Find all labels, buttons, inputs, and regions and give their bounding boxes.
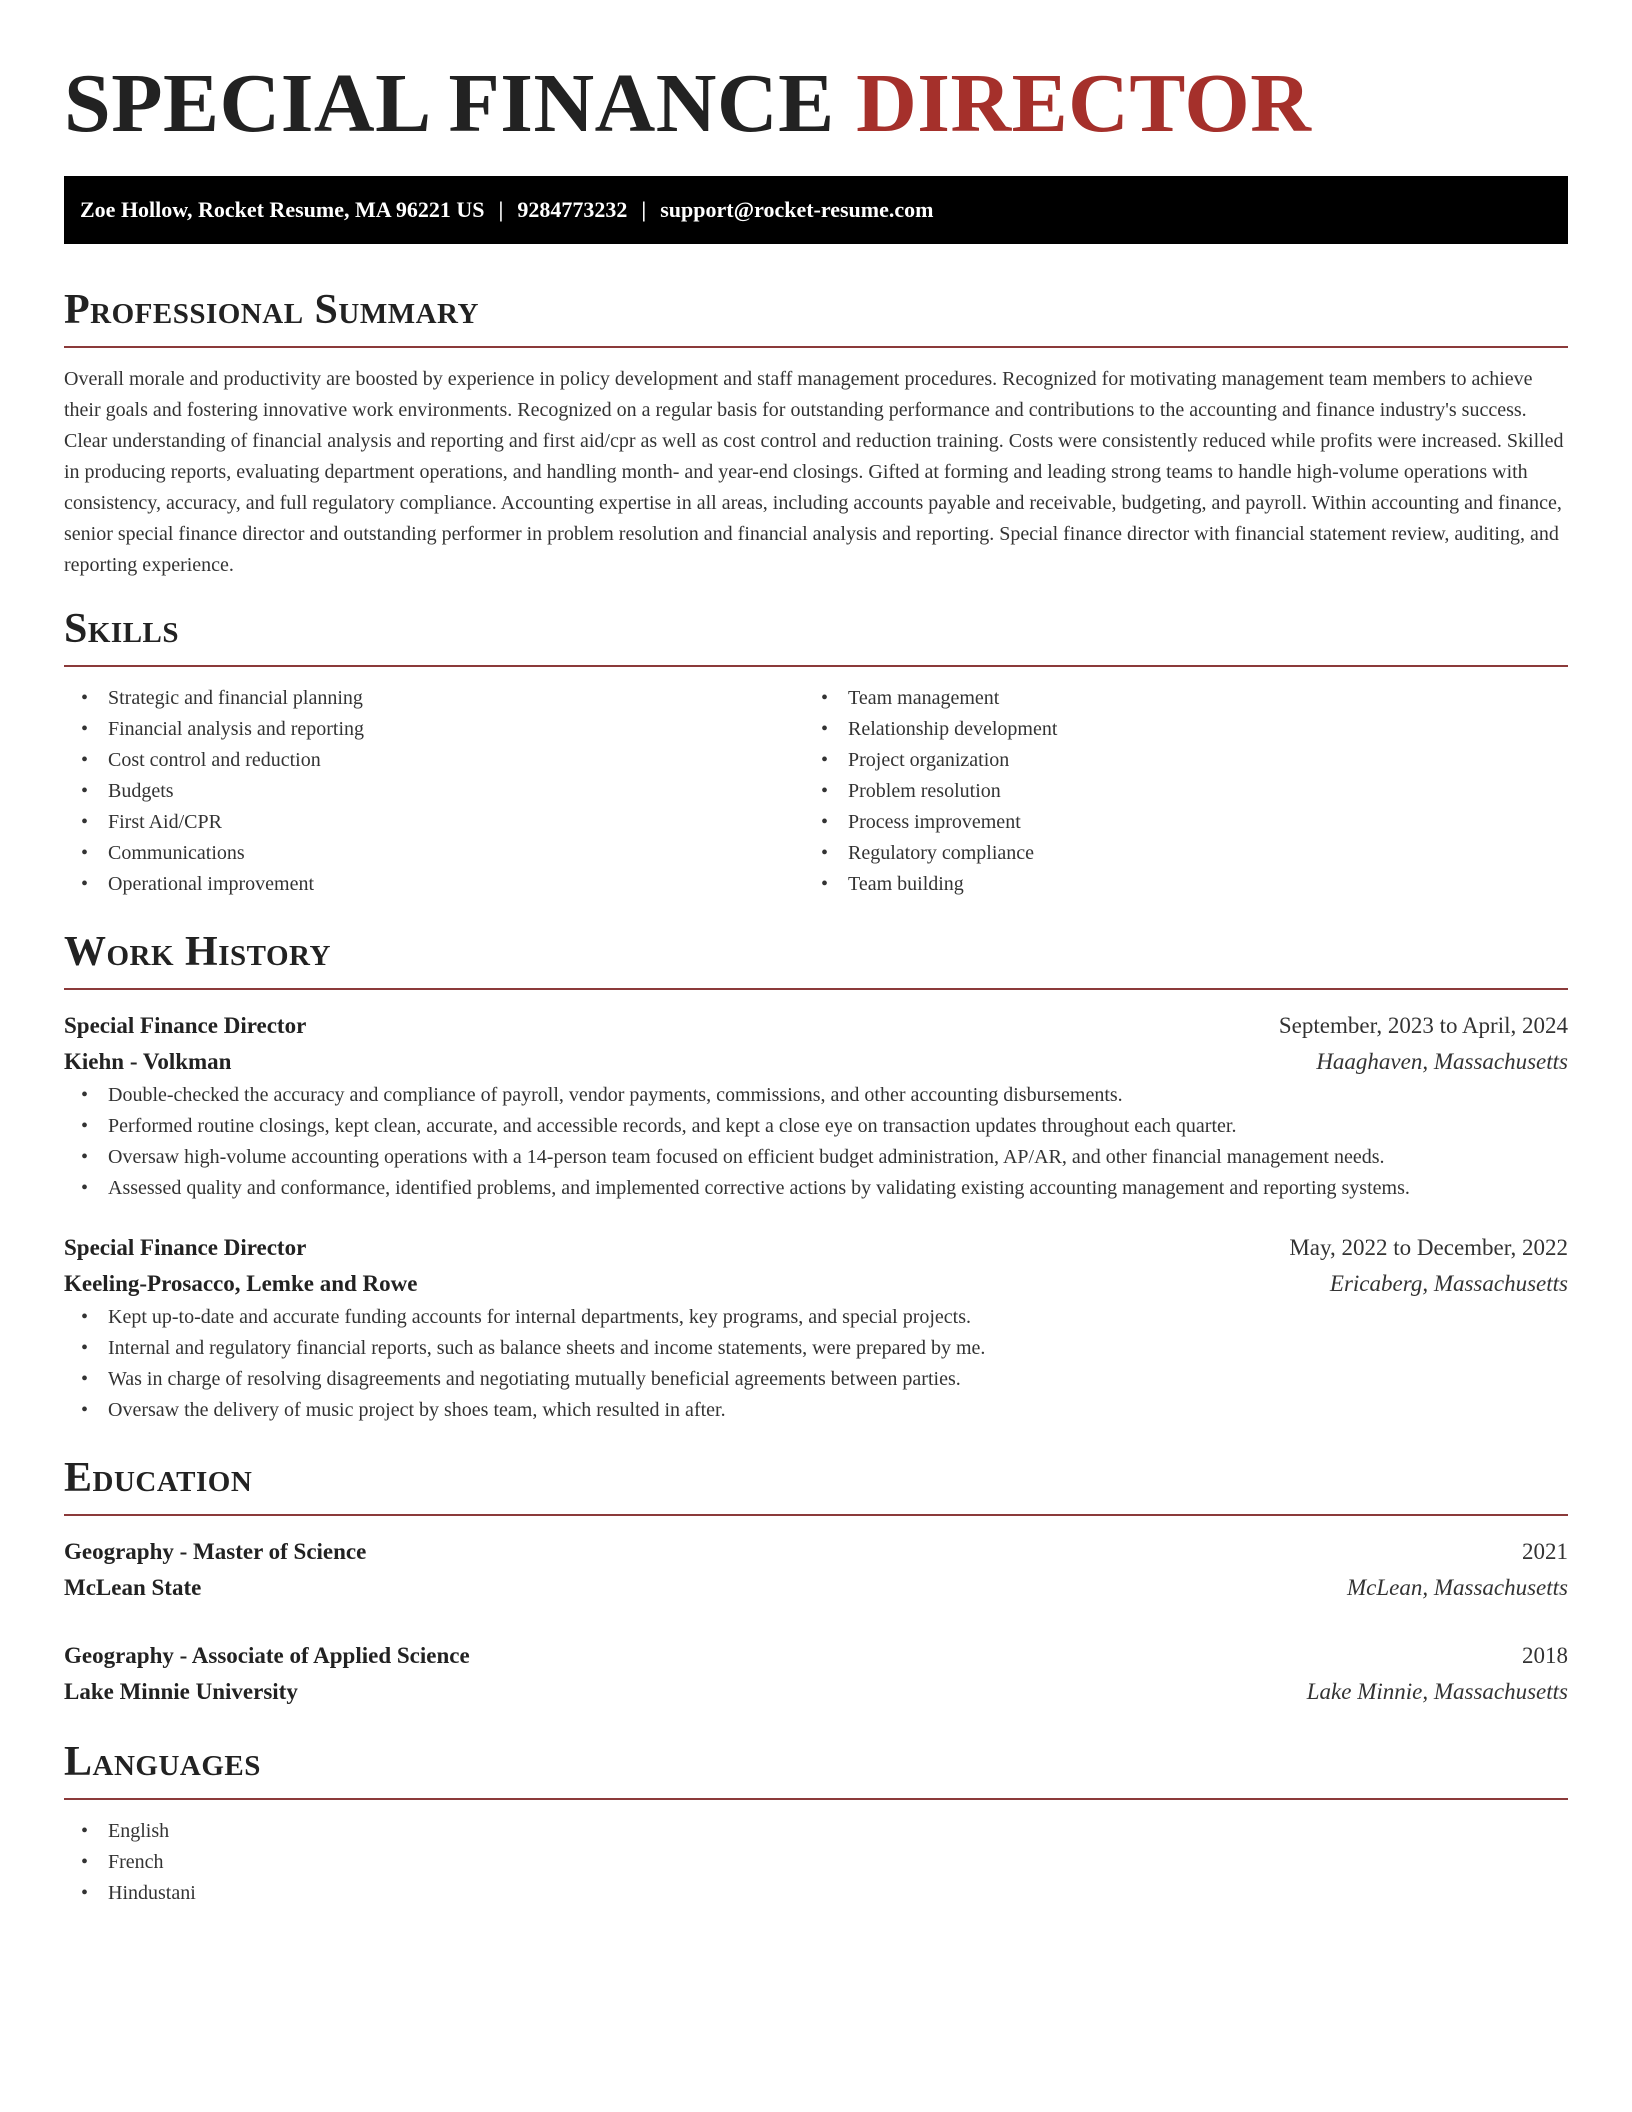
education-school-row bbox=[64, 1570, 1568, 1606]
job-title: Special Finance Director bbox=[64, 1235, 307, 1260]
education-year: 2021 bbox=[1522, 1539, 1568, 1564]
job-bullet: • Kept up-to-date and accurate funding accounts for internal departments, key programs, and special projects. bbox=[64, 1302, 1568, 1333]
education-degree: Geography - Master of Science bbox=[64, 1539, 367, 1564]
skills-grid bbox=[64, 683, 1568, 900]
job-bullet: • Performed routine closings, kept clean, accurate, and accessible records, and kept a close eye on transaction updates throughout each quarter. bbox=[64, 1111, 1568, 1142]
section-divider bbox=[64, 988, 1568, 990]
contact-bar bbox=[64, 176, 1568, 244]
job-bullet: • Oversaw high-volume accounting operations with a 14-person team focused on efficient budget administration, AP/AR, and other financial management needs. bbox=[64, 1142, 1568, 1173]
job-bullet: • Double-checked the accuracy and compliance of payroll, vendor payments, commissions, and other accounting disbursements. bbox=[64, 1080, 1568, 1111]
education-degree-row bbox=[64, 1638, 1568, 1674]
skill-item: • Budgets bbox=[64, 776, 804, 807]
job-header-row bbox=[64, 1008, 1568, 1044]
job-company-row bbox=[64, 1044, 1568, 1080]
education-school: McLean State bbox=[64, 1575, 202, 1600]
job-location: Ericaberg, Massachusetts bbox=[1329, 1271, 1568, 1296]
education-entry bbox=[64, 1534, 1568, 1606]
job-dates: September, 2023 to April, 2024 bbox=[1278, 1013, 1568, 1038]
job-company: Kiehn - Volkman bbox=[64, 1049, 232, 1074]
education-school-row bbox=[64, 1674, 1568, 1710]
skill-item: • Cost control and reduction bbox=[64, 745, 804, 776]
languages-heading: Languages bbox=[64, 1739, 261, 1785]
languages-section bbox=[64, 1738, 1568, 1909]
job-bullet: • Assessed quality and conformance, identified problems, and implemented corrective actions by validating existing accounting management and reporting systems. bbox=[64, 1173, 1568, 1204]
skill-item: • Operational improvement bbox=[64, 869, 804, 900]
education-location: McLean, Massachusetts bbox=[1346, 1575, 1568, 1600]
skills-column-left bbox=[64, 683, 804, 900]
job-dates: May, 2022 to December, 2022 bbox=[1289, 1235, 1568, 1260]
skill-item: • Team management bbox=[804, 683, 1544, 714]
work-history-section bbox=[64, 928, 1568, 1426]
skill-item: • First Aid/CPR bbox=[64, 807, 804, 838]
job-bullet: • Internal and regulatory financial reports, such as balance sheets and income statements, were prepared by me. bbox=[64, 1333, 1568, 1364]
skill-item: • Regulatory compliance bbox=[804, 838, 1544, 869]
section-divider bbox=[64, 346, 1568, 348]
job-company-row bbox=[64, 1266, 1568, 1302]
skill-item: • Team building bbox=[804, 869, 1544, 900]
job-entry bbox=[64, 1230, 1568, 1426]
job-header-row bbox=[64, 1230, 1568, 1266]
section-divider bbox=[64, 665, 1568, 667]
skill-item: • Financial analysis and reporting bbox=[64, 714, 804, 745]
skills-column-right bbox=[804, 683, 1544, 900]
skills-list-right bbox=[804, 683, 1544, 900]
job-bullet: • Oversaw the delivery of music project by shoes team, which resulted in after. bbox=[64, 1395, 1568, 1426]
job-bullets bbox=[64, 1302, 1568, 1426]
languages-list bbox=[64, 1816, 1568, 1909]
skill-item: • Process improvement bbox=[804, 807, 1544, 838]
summary-text: Overall morale and productivity are boosted by experience in policy development and staff management procedures. Recognized for motivating management team members to achieve their goals and fostering innovative work environments. Recognized on a regular basis for outstanding performance and contributions to the accounting and finance industry's success. Clear understanding of financial analysis and reporting and first aid/cpr as well as cost control and reduction training. Costs were consistently reduced while profits were increased. Skilled in producing reports, evaluating department operations, and handling month- and year-end closings. Gifted at forming and leading strong teams to handle high-volume operations with consistency, accuracy, and full regulatory compliance. Accounting expertise in all areas, including accounts payable and receivable, budgeting, and payroll. Within accounting and finance, senior special finance director and outstanding performer in problem resolution and financial analysis and reporting. Special finance director with financial statement review, auditing, and reporting experience. bbox=[64, 368, 1564, 576]
job-company: Keeling-Prosacco, Lemke and Rowe bbox=[64, 1271, 418, 1296]
education-section bbox=[64, 1454, 1568, 1710]
skills-section bbox=[64, 605, 1568, 900]
skill-item: • Strategic and financial planning bbox=[64, 683, 804, 714]
language-item: • Hindustani bbox=[64, 1878, 1568, 1909]
summary-heading: Professional Summary bbox=[64, 287, 479, 333]
title-main: SPECIAL FINANCE bbox=[64, 57, 857, 150]
education-heading: Education bbox=[64, 1455, 253, 1501]
contact-separator: | bbox=[641, 197, 647, 222]
section-divider bbox=[64, 1514, 1568, 1516]
skill-item: • Communications bbox=[64, 838, 804, 869]
section-divider bbox=[64, 1798, 1568, 1800]
title-accent: DIRECTOR bbox=[856, 57, 1312, 150]
skills-heading: Skills bbox=[64, 606, 180, 652]
education-degree: Geography - Associate of Applied Science bbox=[64, 1643, 470, 1668]
contact-email: support@rocket-resume.com bbox=[660, 197, 934, 222]
education-year: 2018 bbox=[1522, 1643, 1568, 1668]
summary-section bbox=[64, 286, 1568, 581]
contact-phone: 9284773232 bbox=[517, 197, 628, 222]
education-location: Lake Minnie, Massachusetts bbox=[1306, 1679, 1568, 1704]
job-entry bbox=[64, 1008, 1568, 1204]
job-title: Special Finance Director bbox=[64, 1013, 307, 1038]
education-degree-row bbox=[64, 1534, 1568, 1570]
education-school: Lake Minnie University bbox=[64, 1679, 298, 1704]
skills-list-left bbox=[64, 683, 804, 900]
skill-item: • Problem resolution bbox=[804, 776, 1544, 807]
job-bullet: • Was in charge of resolving disagreements and negotiating mutually beneficial agreements between parties. bbox=[64, 1364, 1568, 1395]
education-entry bbox=[64, 1638, 1568, 1710]
skill-item: • Project organization bbox=[804, 745, 1544, 776]
job-location: Haaghaven, Massachusetts bbox=[1316, 1049, 1568, 1074]
contact-separator: | bbox=[498, 197, 504, 222]
resume-title bbox=[64, 0, 1568, 150]
language-item: • English bbox=[64, 1816, 1568, 1847]
skill-item: • Relationship development bbox=[804, 714, 1544, 745]
contact-address: Zoe Hollow, Rocket Resume, MA 96221 US bbox=[80, 197, 485, 222]
language-item: • French bbox=[64, 1847, 1568, 1878]
work-history-heading: Work History bbox=[64, 929, 331, 975]
job-bullets bbox=[64, 1080, 1568, 1204]
